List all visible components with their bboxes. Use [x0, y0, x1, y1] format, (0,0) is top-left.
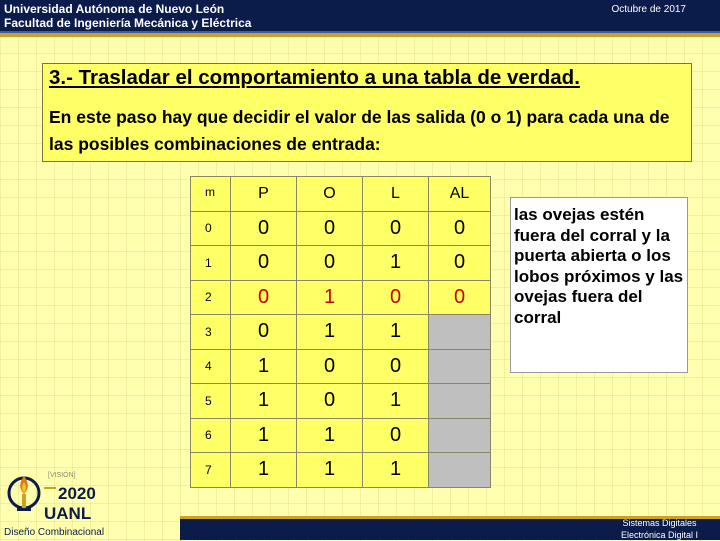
- header-l: L: [363, 177, 429, 212]
- truth-table: [190, 176, 491, 488]
- section-body: En este paso hay que decidir el valor de las salida (0 o 1) para cada una de las posibles combinaciones de entrada:: [49, 107, 670, 154]
- cell-al: [429, 315, 491, 350]
- row-index: 3: [191, 315, 231, 350]
- logo-name: UANL: [44, 504, 92, 522]
- cell-p: 0: [231, 211, 297, 246]
- footer-left-label: Diseño Combinacional: [4, 527, 105, 538]
- table-header-row: [191, 177, 491, 212]
- cell-al: [429, 453, 491, 488]
- cell-o: 0: [297, 246, 363, 281]
- cell-al: 0: [429, 246, 491, 281]
- table-row: [191, 349, 491, 384]
- cell-o: 1: [297, 315, 363, 350]
- cell-l: 1: [363, 246, 429, 281]
- table-row: [191, 315, 491, 350]
- table-row: [191, 418, 491, 453]
- cell-l: 1: [363, 453, 429, 488]
- row-index: 0: [191, 211, 231, 246]
- cell-p: 1: [231, 384, 297, 419]
- cell-o: 0: [297, 349, 363, 384]
- cell-l: 1: [363, 384, 429, 419]
- cell-l: 0: [363, 349, 429, 384]
- table-row: [191, 280, 491, 315]
- table-row: [191, 384, 491, 419]
- uanl-2020-logo: [2, 462, 122, 522]
- header-al: AL: [429, 177, 491, 212]
- header-gold-line: [0, 33, 720, 37]
- logo-year: 2020: [58, 484, 96, 503]
- row-index: 2: [191, 280, 231, 315]
- cell-l: 0: [363, 211, 429, 246]
- cell-al: [429, 349, 491, 384]
- footer-right-line1: Sistemas Digitales: [622, 518, 697, 528]
- university-name: Universidad Autónoma de Nuevo León: [4, 2, 225, 16]
- cell-al: 0: [429, 280, 491, 315]
- cell-l: 0: [363, 280, 429, 315]
- header-p: P: [231, 177, 297, 212]
- cell-p: 0: [231, 280, 297, 315]
- row-index: 7: [191, 453, 231, 488]
- table-row: [191, 246, 491, 281]
- footer-right-line2: Electrónica Digital I: [620, 530, 698, 540]
- header-m: m: [191, 177, 231, 212]
- cell-p: 0: [231, 246, 297, 281]
- cell-p: 0: [231, 315, 297, 350]
- row-index: 1: [191, 246, 231, 281]
- row-index: 4: [191, 349, 231, 384]
- footer-right-label: [621, 517, 698, 541]
- cell-o: 1: [297, 280, 363, 315]
- header-date: Octubre de 2017: [611, 4, 686, 15]
- header-o: O: [297, 177, 363, 212]
- cell-p: 1: [231, 453, 297, 488]
- logo-small-label: [VISIÓN]: [48, 472, 76, 479]
- faculty-name: Facultad de Ingeniería Mecánica y Eléctrica: [4, 16, 252, 30]
- row-index: 5: [191, 384, 231, 419]
- cell-p: 1: [231, 349, 297, 384]
- torch-icon: [9, 476, 39, 511]
- cell-l: 1: [363, 315, 429, 350]
- cell-l: 0: [363, 418, 429, 453]
- cell-o: 0: [297, 211, 363, 246]
- row-index: 6: [191, 418, 231, 453]
- header-bar: [0, 0, 720, 33]
- cell-p: 1: [231, 418, 297, 453]
- cell-o: 0: [297, 384, 363, 419]
- cell-al: [429, 418, 491, 453]
- cell-al: 0: [429, 211, 491, 246]
- section-title: 3.- Trasladar el comportamiento a una tabla de verdad.: [49, 66, 580, 89]
- cell-o: 1: [297, 453, 363, 488]
- cell-o: 1: [297, 418, 363, 453]
- note-text: las ovejas estén fuera del corral y la puerta abierta o los lobos próximos y las ovejas fuera del corral: [514, 205, 684, 327]
- cell-al: [429, 384, 491, 419]
- table-row: [191, 453, 491, 488]
- table-row: [191, 211, 491, 246]
